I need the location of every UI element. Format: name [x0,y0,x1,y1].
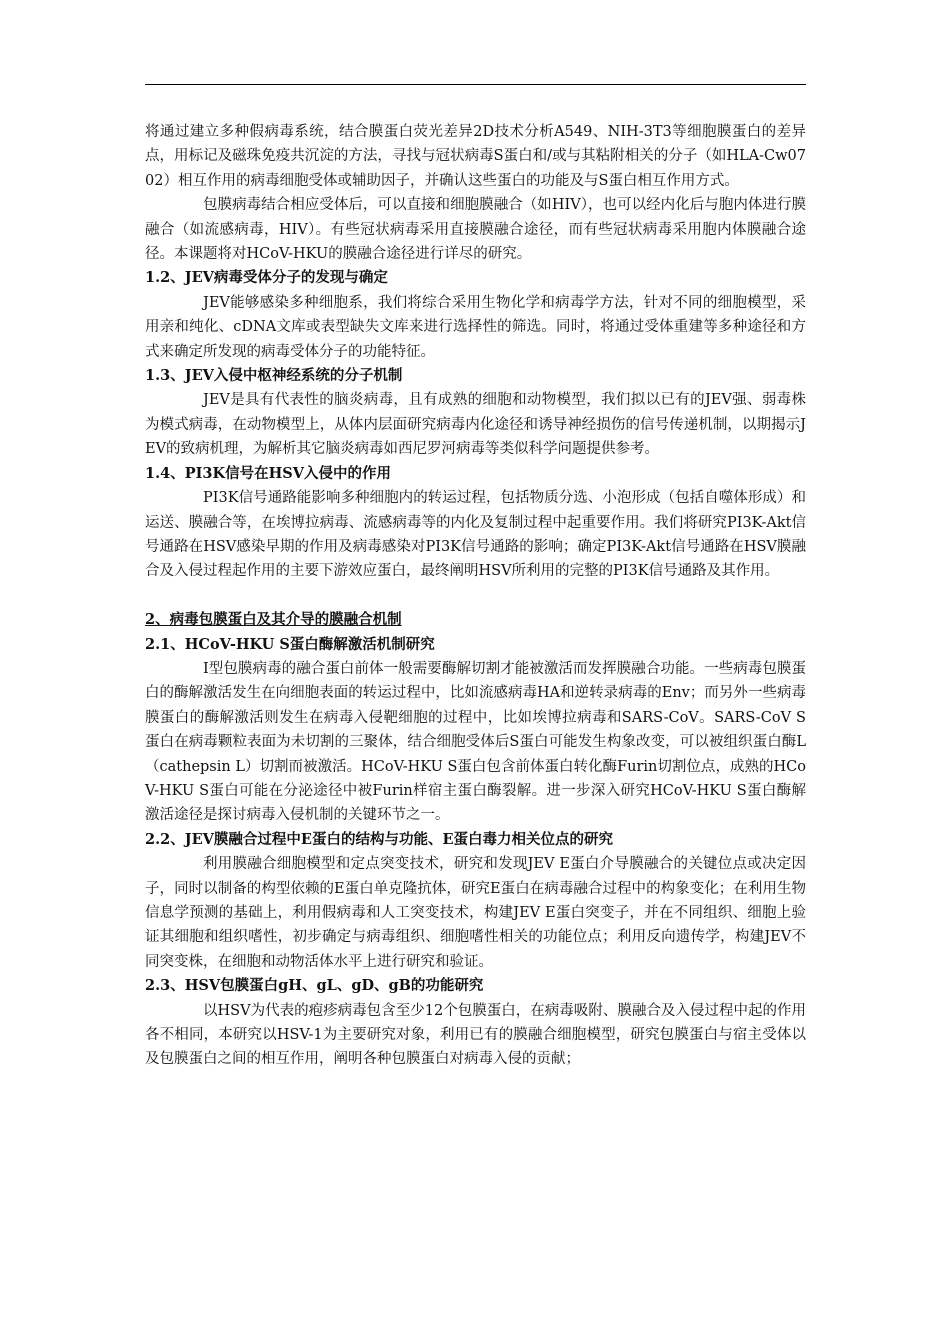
heading-1-3: 1.3、JEV入侵中枢神经系统的分子机制 [145,367,403,385]
document-body [145,120,806,1072]
heading-2: 2、病毒包膜蛋白及其介导的膜融合机制 [145,611,402,629]
paragraph-hcov-s-protein: I型包膜病毒的融合蛋白前体一般需要酶解切割才能被激活而发挥膜融合功能。一些病毒包膜蛋白的酶解激活发生在向细胞表面的转运过程中，比如流感病毒HA和逆转录病毒的Env；而另外一些病毒膜蛋白的酶解激活则发生在病毒入侵靶细胞的过程中，比如埃博拉病毒和SARS-CoV。SARS-CoV S蛋白在病毒颗粒表面为未切割的三聚体，结合细胞受体后S蛋白可能发生构象改变，可以被组织蛋白酶L（cathepsin L）切割而被激活。HCoV-HKU S蛋白包含前体蛋白转化酶Furin切割位点，成熟的HCoV-HKU S蛋白可能在分泌途径中被Furin样宿主蛋白酶裂解。进一步深入研究HCoV-HKU S蛋白酶解激活途径是探讨病毒入侵机制的关键环节之一。 [145,660,806,824]
paragraph-membrane-fusion: 包膜病毒结合相应受体后，可以直接和细胞膜融合（如HIV），也可以经内化后与胞内体进行膜融合（如流感病毒，HIV）。有些冠状病毒采用直接膜融合途径，而有些冠状病毒采用胞内体膜融合途径。本课题将对HCoV-HKU的膜融合途径进行详尽的研究。 [145,197,806,263]
paragraph-jev-receptor: JEV能够感染多种细胞系，我们将综合采用生物化学和病毒学方法，针对不同的细胞模型，采用亲和纯化、cDNA文库或表型缺失文库来进行选择性的筛选。同时，将通过受体重建等多种途径和方式来确定所发现的病毒受体分子的功能特征。 [145,294,806,360]
heading-2-1: 2.1、HCoV-HKU S蛋白酶解激活机制研究 [145,635,435,653]
heading-1-4: 1.4、PI3K信号在HSV入侵中的作用 [145,464,392,482]
header-rule [145,84,806,85]
heading-2-2: 2.2、JEV膜融合过程中E蛋白的结构与功能、E蛋白毒力相关位点的研究 [145,830,613,848]
paragraph-receptor-methods: 将通过建立多种假病毒系统，结合膜蛋白荧光差异2D技术分析A549、NIH-3T3等细胞膜蛋白的差异点，用标记及磁珠免疫共沉淀的方法，寻找与冠状病毒S蛋白和/或与其粘附相关的分子（如HLA-Cw0702）相互作用的病毒细胞受体或辅助因子，并确认这些蛋白的功能及与S蛋白相互作用方式。 [145,124,806,189]
heading-2-3: 2.3、HSV包膜蛋白gH、gL、gD、gB的功能研究 [145,977,484,995]
paragraph-jev-e-protein: 利用膜融合细胞模型和定点突变技术，研究和发现JEV E蛋白介导膜融合的关键位点或决定因子，同时以制备的构型依赖的E蛋白单克隆抗体，研究E蛋白在病毒融合过程中的构象变化；在利用生物信息学预测的基础上，利用假病毒和人工突变技术，构建JEV E蛋白突变子，并在不同组织、细胞上验证其细胞和组织嗜性，初步确定与病毒组织、细胞嗜性相关的功能位点；利用反向遗传学，构建JEV不同突变株，在细胞和动物活体水平上进行研究和验证。 [145,856,806,970]
section-gap [145,584,806,608]
heading-1-2: 1.2、JEV病毒受体分子的发现与确定 [145,269,388,287]
paragraph-hsv-glycoproteins: 以HSV为代表的疱疹病毒包含至少12个包膜蛋白，在病毒吸附、膜融合及入侵过程中起的作用各不相同，本研究以HSV-1为主要研究对象，利用已有的膜融合细胞模型，研究包膜蛋白与宿主受体以及包膜蛋白之间的相互作用，阐明各种包膜蛋白对病毒入侵的贡献； [145,1002,806,1068]
paragraph-pi3k: PI3K信号通路能影响多种细胞内的转运过程，包括物质分选、小泡形成（包括自噬体形成）和运送、膜融合等，在埃博拉病毒、流感病毒等的内化及复制过程中起重要作用。我们将研究PI3K-Akt信号通路在HSV感染早期的作用及病毒感染对PI3K信号通路的影响；确定PI3K-Akt信号通路在HSV膜融合及入侵过程起作用的主要下游效应蛋白，最终阐明HSV所利用的完整的PI3K信号通路及其作用。 [145,490,806,580]
paragraph-jev-cns: JEV是具有代表性的脑炎病毒，且有成熟的细胞和动物模型，我们拟以已有的JEV强、弱毒株为模式病毒，在动物模型上，从体内层面研究病毒内化途径和诱导神经损伤的信号传递机制，以期揭示JEV的致病机理，为解析其它脑炎病毒如西尼罗河病毒等类似科学问题提供参考。 [145,392,806,458]
